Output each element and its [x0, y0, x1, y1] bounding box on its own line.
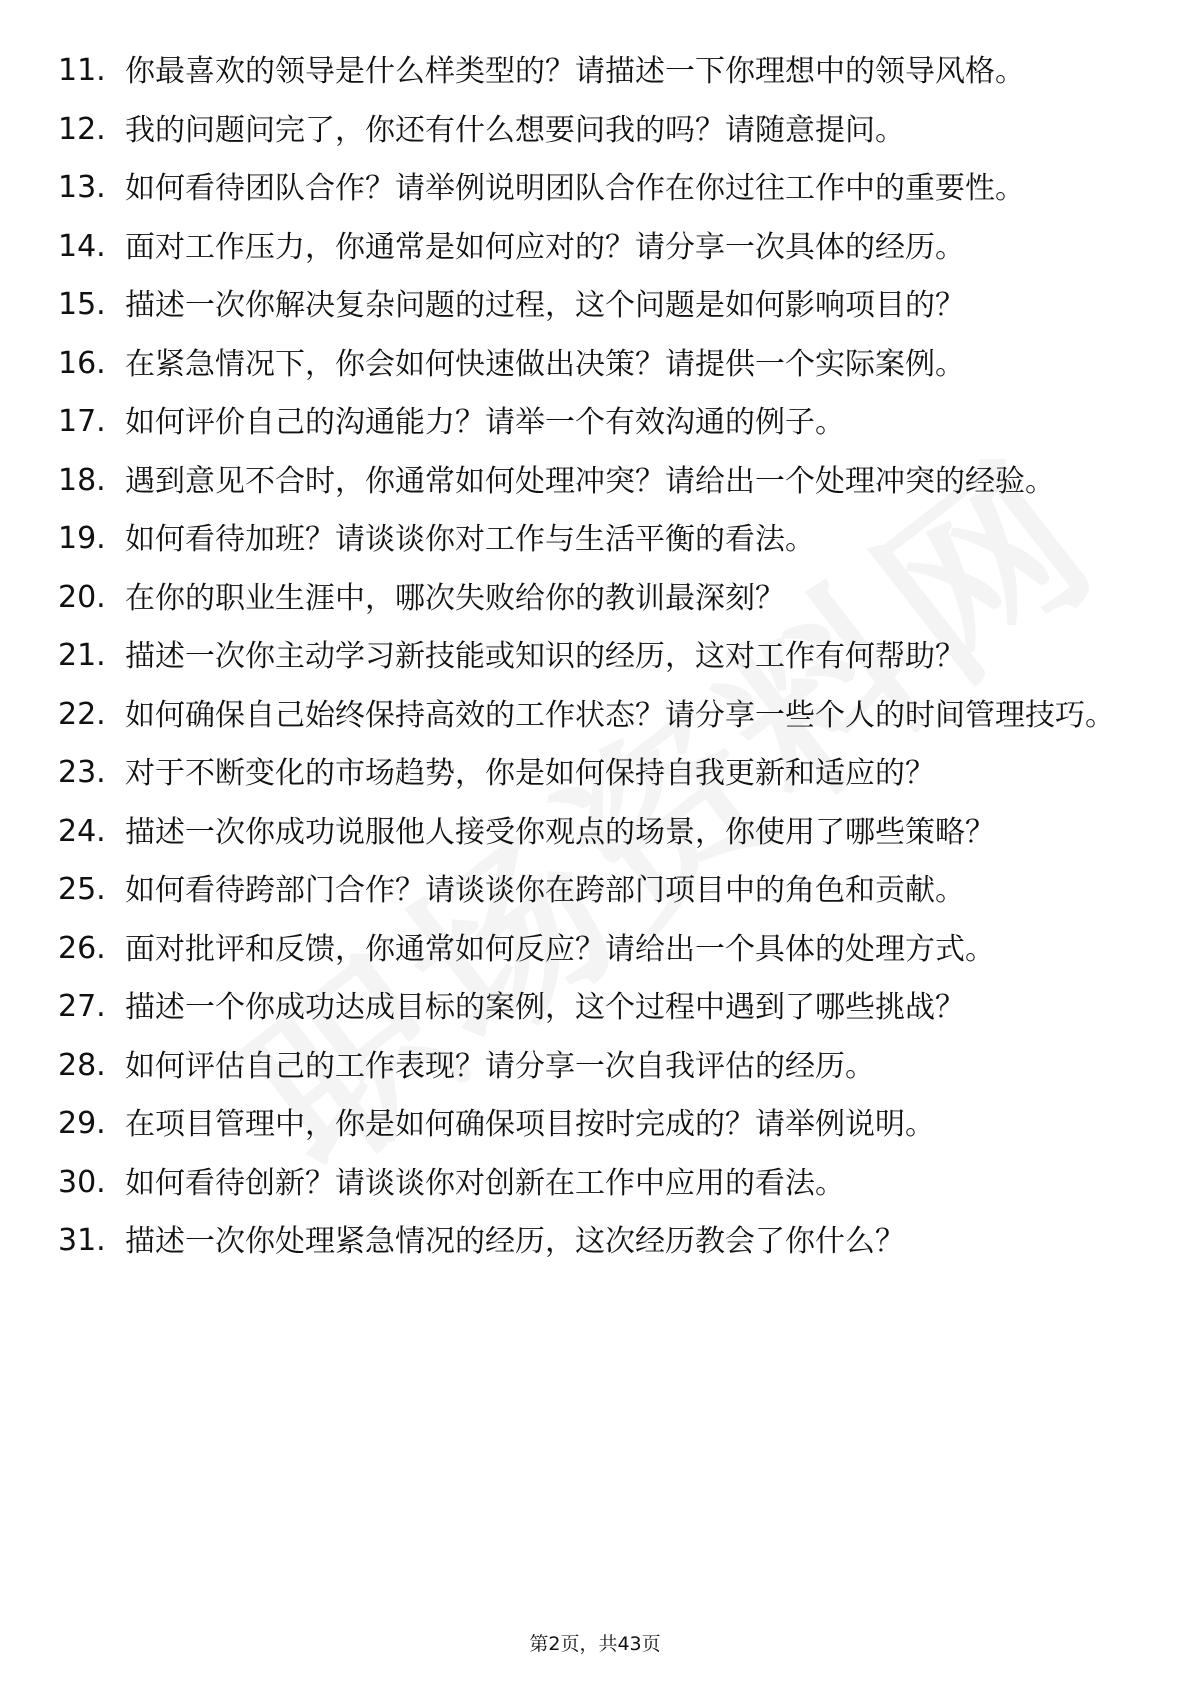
question-list [58, 52, 1148, 1281]
question-text: 面对批评和反馈，你通常如何反应？请给出一个具体的处理方式。 [125, 931, 995, 967]
question-text: 在紧急情况下，你会如何快速做出决策？请提供一个实际案例。 [125, 346, 965, 382]
question-text: 对于不断变化的市场趋势，你是如何保持自我更新和适应的？ [125, 756, 935, 791]
question-number: 25. [58, 872, 106, 907]
question-item [58, 462, 1148, 501]
question-item [58, 930, 1148, 969]
question-text: 如何确保自己始终保持高效的工作状态？请分享一些个人的时间管理技巧。 [125, 697, 1115, 733]
question-number: 14. [58, 228, 106, 264]
question-number: 23. [58, 755, 106, 790]
question-text: 如何看待跨部门合作？请谈谈你在跨部门项目中的角色和贡献。 [125, 873, 965, 908]
question-item [58, 1164, 1148, 1203]
question-number: 30. [58, 1164, 106, 1200]
question-number: 11. [58, 53, 106, 88]
question-number: 29. [58, 1106, 106, 1141]
question-text: 如何评价自己的沟通能力？请举一个有效沟通的例子。 [125, 405, 845, 440]
question-number: 22. [58, 696, 106, 732]
question-text: 描述一个你成功达成目标的案例，这个过程中遇到了哪些挑战？ [125, 990, 965, 1025]
question-item [58, 871, 1148, 910]
question-number: 13. [58, 170, 106, 205]
question-item [58, 988, 1148, 1027]
question-text: 如何看待加班？请谈谈你对工作与生活平衡的看法。 [125, 522, 815, 557]
question-number: 28. [58, 1047, 106, 1083]
question-item [58, 169, 1148, 208]
question-text: 如何评估自己的工作表现？请分享一次自我评估的经历。 [125, 1048, 875, 1084]
question-number: 24. [58, 813, 106, 849]
question-number: 27. [58, 989, 106, 1024]
question-text: 描述一次你主动学习新技能或知识的经历，这对工作有何帮助？ [125, 639, 965, 674]
question-item [58, 111, 1148, 150]
question-text: 如何看待创新？请谈谈你对创新在工作中应用的看法。 [125, 1165, 845, 1201]
question-number: 21. [58, 638, 106, 673]
question-item [58, 52, 1148, 91]
question-item [58, 579, 1148, 618]
question-text: 描述一次你处理紧急情况的经历，这次经历教会了你什么？ [125, 1224, 905, 1259]
question-text: 你最喜欢的领导是什么样类型的？请描述一下你理想中的领导风格。 [125, 54, 1025, 89]
question-item [58, 696, 1148, 735]
question-item [58, 286, 1148, 325]
question-number: 16. [58, 345, 106, 381]
question-item [58, 1105, 1148, 1144]
question-item [58, 520, 1148, 559]
question-number: 12. [58, 111, 106, 147]
question-number: 26. [58, 930, 106, 966]
question-item [58, 403, 1148, 442]
question-item [58, 345, 1148, 384]
page-number-footer: 第2页，共43页 [529, 1633, 661, 1655]
question-text: 面对工作压力，你通常是如何应对的？请分享一次具体的经历。 [125, 229, 965, 265]
question-number: 19. [58, 521, 106, 556]
question-item [58, 1047, 1148, 1086]
question-text: 在你的职业生涯中，哪次失败给你的教训最深刻？ [125, 580, 785, 616]
question-number: 31. [58, 1223, 106, 1258]
question-text: 遇到意见不合时，你通常如何处理冲突？请给出一个处理冲突的经验。 [125, 463, 1055, 499]
question-item [58, 637, 1148, 676]
question-text: 我的问题问完了，你还有什么想要问我的吗？请随意提问。 [125, 112, 905, 148]
question-number: 20. [58, 579, 106, 615]
question-item [58, 754, 1148, 793]
question-item [58, 1222, 1148, 1261]
question-item [58, 228, 1148, 267]
question-text: 在项目管理中，你是如何确保项目按时完成的？请举例说明。 [125, 1107, 935, 1142]
question-number: 18. [58, 462, 106, 498]
question-item [58, 813, 1148, 852]
question-number: 17. [58, 404, 106, 439]
question-text: 描述一次你解决复杂问题的过程，这个问题是如何影响项目的？ [125, 288, 965, 323]
question-number: 15. [58, 287, 106, 322]
question-text: 如何看待团队合作？请举例说明团队合作在你过往工作中的重要性。 [125, 171, 1025, 206]
question-text: 描述一次你成功说服他人接受你观点的场景，你使用了哪些策略？ [125, 814, 995, 850]
